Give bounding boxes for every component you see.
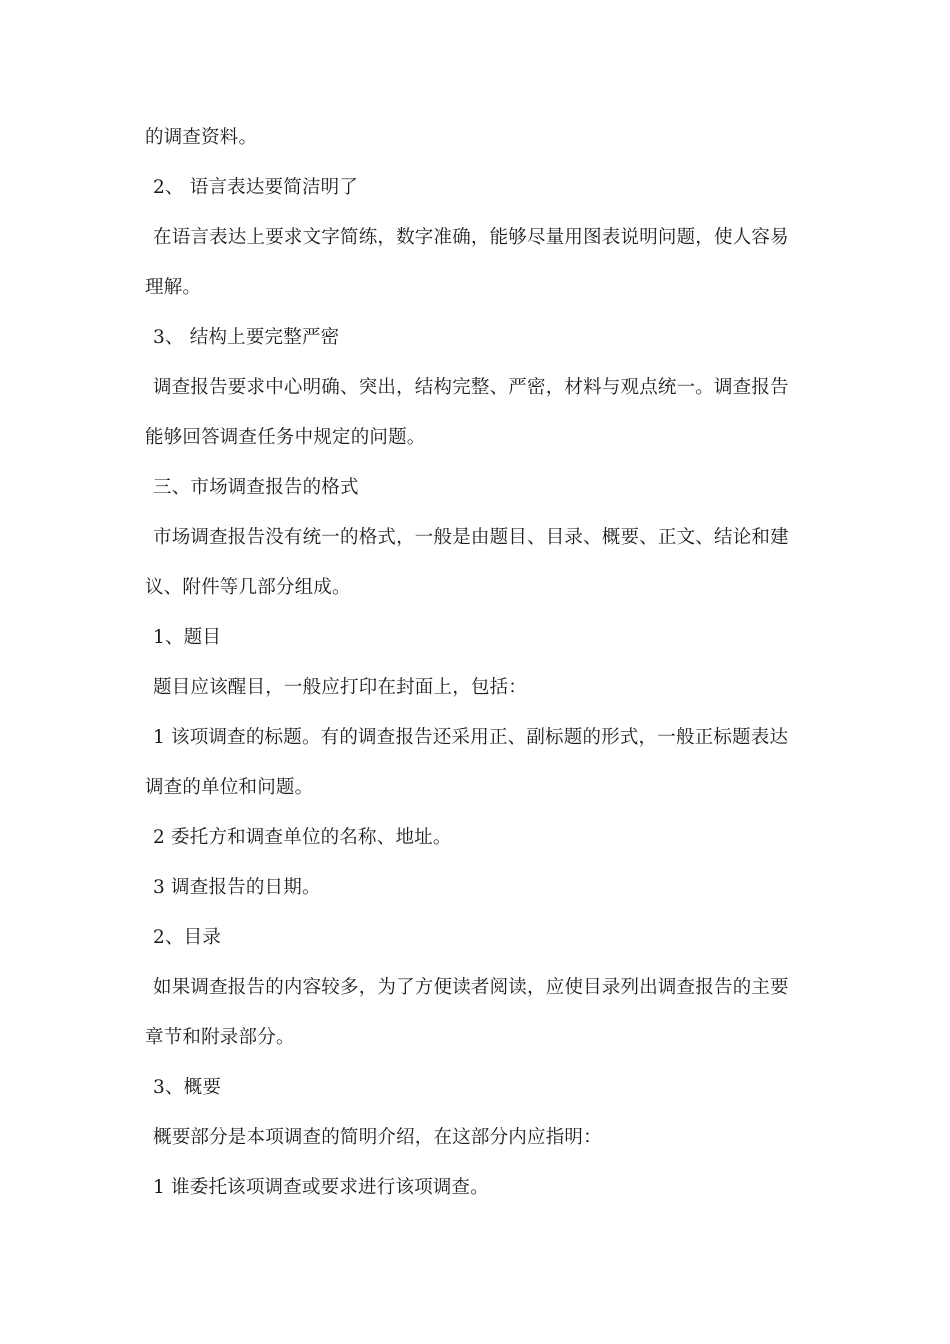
subheading-1-title: 1、题目 <box>153 627 222 648</box>
paragraph-line: 题目应该醒目，一般应打印在封面上，包括： <box>153 677 528 698</box>
section-heading-format: 三、市场调查报告的格式 <box>153 477 359 498</box>
subheading-2-language: 2、 语言表达要简洁明了 <box>153 177 359 198</box>
list-item-line: 3 调查报告的日期。 <box>153 877 321 898</box>
paragraph-line: 章节和附录部分。 <box>145 1027 295 1048</box>
paragraph-line: 概要部分是本项调查的简明介绍，在这部分内应指明： <box>153 1127 602 1148</box>
subheading-2-toc: 2、目录 <box>153 927 222 948</box>
text-line-continuation: 的调查资料。 <box>145 127 258 148</box>
list-item-line: 1 该项调查的标题。有的调查报告还采用正、副标题的形式，一般正标题表达 <box>153 727 789 748</box>
subheading-3-summary: 3、概要 <box>153 1077 222 1098</box>
list-item-line: 调查的单位和问题。 <box>145 777 314 798</box>
paragraph-line: 如果调查报告的内容较多，为了方便读者阅读，应使目录列出调查报告的主要 <box>153 977 789 998</box>
paragraph-line: 市场调查报告没有统一的格式，一般是由题目、目录、概要、正文、结论和建 <box>153 527 789 548</box>
paragraph-line: 议、附件等几部分组成。 <box>145 577 351 598</box>
paragraph-line: 能够回答调查任务中规定的问题。 <box>145 427 426 448</box>
paragraph-line: 理解。 <box>145 277 202 298</box>
paragraph-line: 在语言表达上要求文字简练，数字准确，能够尽量用图表说明问题，使人容易 <box>153 227 789 248</box>
paragraph-line: 调查报告要求中心明确、突出，结构完整、严密，材料与观点统一。调查报告 <box>153 377 789 398</box>
list-item-line: 1 谁委托该项调查或要求进行该项调查。 <box>153 1177 489 1198</box>
list-item-line: 2 委托方和调查单位的名称、地址。 <box>153 827 452 848</box>
subheading-3-structure: 3、 结构上要完整严密 <box>153 327 340 348</box>
